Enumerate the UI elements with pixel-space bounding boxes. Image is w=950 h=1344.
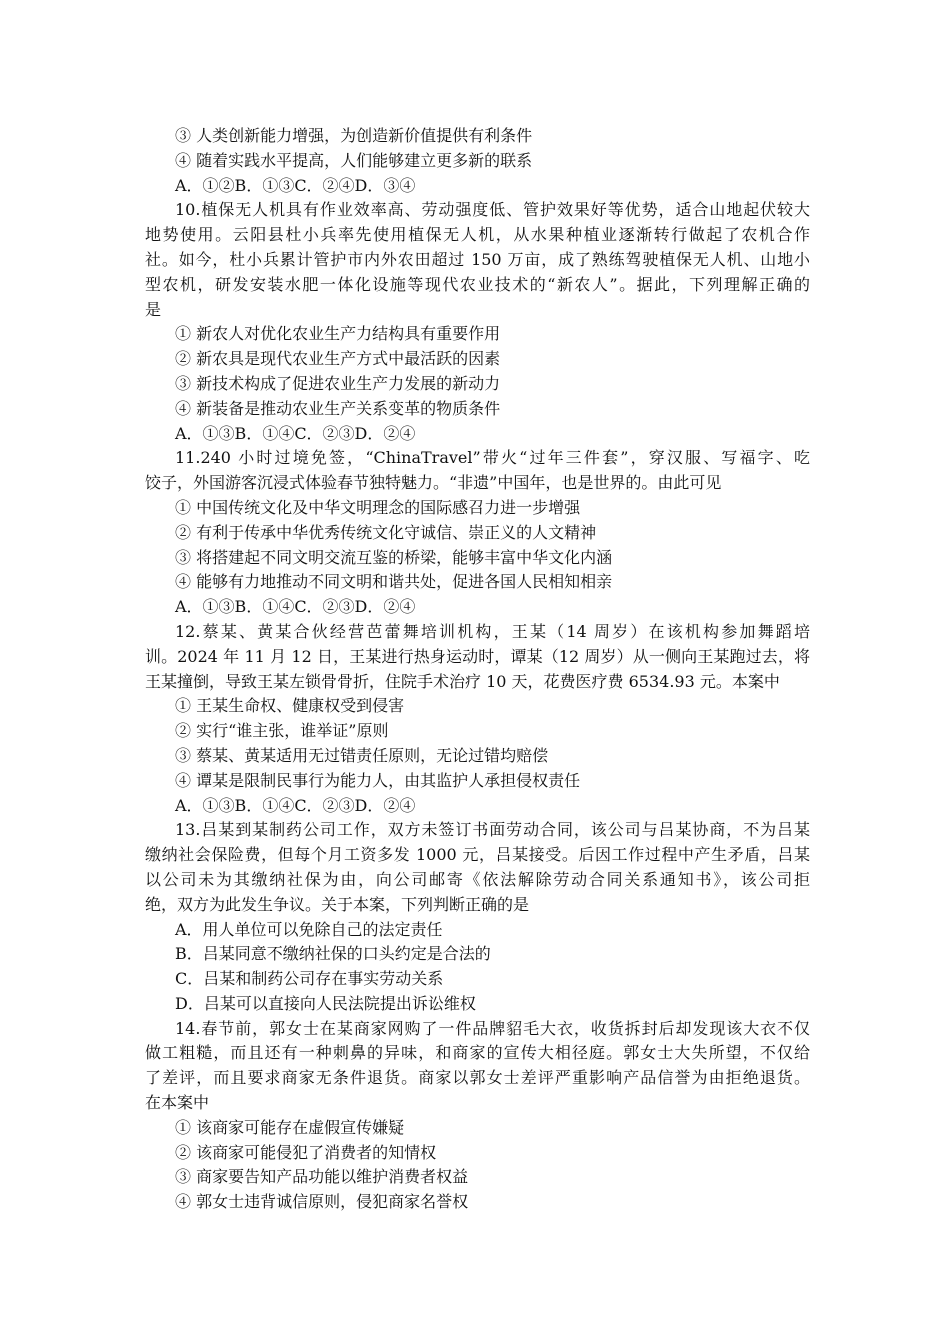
option-line: C．吕某和制药公司存在事实劳动关系 [175,969,444,989]
question-stem-line: 饺子，外国游客沉浸式体验春节独特魅力。“非遗”中国年，也是世界的。由此可见 [145,473,722,493]
question-stem-line: 12.蔡某、黄某合伙经营芭蕾舞培训机构，王某（14 周岁）在该机构参加舞蹈培 [175,621,810,641]
option-line: ① 中国传统文化及中华文明理念的国际感召力进一步增强 [175,497,581,517]
question-stem-line: 10.植保无人机具有作业效率高、劳动强度低、管护效果好等优势，适合山地起伏较大 [175,200,810,220]
option-line: ④ 能够有力地推动不同文明和谐共处，促进各国人民相知相亲 [175,572,613,592]
option-line: ③ 商家要告知产品功能以维护消费者权益 [175,1167,469,1187]
option-line: ③ 蔡某、黄某适用无过错责任原则，无论过错均赔偿 [175,745,549,765]
question-13 [145,818,810,1016]
option-line: ③ 将搭建起不同文明交流互鉴的桥梁，能够丰富中华文化内涵 [175,547,613,567]
question-stem-line: 训。2024 年 11 月 12 日，王某进行热身运动时，谭某（12 周岁）从一侧向王某跑过去，将 [145,646,810,666]
question-stem-line: 以公司未为其缴纳社保为由，向公司邮寄《依法解除劳动合同关系通知书》，该公司拒 [145,869,810,889]
option-line: ③ 新技术构成了促进农业生产力发展的新动力 [175,373,501,393]
option-line: ② 实行“谁主张，谁举证”原则 [175,721,389,741]
option-line: ② 该商家可能侵犯了消费者的知情权 [175,1142,437,1162]
option-line: ④ 郭女士违背诚信原则，侵犯商家名誉权 [175,1192,469,1212]
question-stem-line: 11.240 小时过境免签，“ChinaTravel”带火“过年三件套”，穿汉服、写福字、吃 [175,448,810,468]
option-line: ② 新农具是现代农业生产方式中最活跃的因素 [175,349,501,369]
answer-choices: A．①③B．①④C．②③D．②④ [175,597,416,617]
question-stem-line: 13.吕某到某制药公司工作，双方未签订书面劳动合同，该公司与吕某协商，不为吕某 [175,820,810,840]
option-line: A．用人单位可以免除自己的法定责任 [175,919,443,939]
question-12 [145,620,810,818]
question-stem-line: 是 [145,299,162,319]
question-stem-line: 绝，双方为此发生争议。关于本案，下列判断正确的是 [145,894,530,914]
question-10 [145,198,810,446]
option-line: ④ 随着实践水平提高，人们能够建立更多新的联系 [175,150,533,170]
question-stem-line: 缴纳社会保险费，但每个月工资多发 1000 元，吕某接受。后因工作过程中产生矛盾，吕某 [145,845,810,865]
option-line: D．吕某可以直接向人民法院提出诉讼维权 [175,993,476,1013]
question-stem-line: 王某撞倒，导致王某左锁骨骨折，住院手术治疗 10 天，花费医疗费 6534.93 元。本案中 [145,671,780,691]
question-stem-line: 14.春节前，郭女士在某商家网购了一件品牌貂毛大衣，收货拆封后却发现该大衣不仅 [175,1018,810,1038]
question-stem-line: 地势使用。云阳县杜小兵率先使用植保无人机，从水果种植业逐渐转行做起了农机合作 [145,225,810,245]
answer-choices: A．①③B．①④C．②③D．②④ [175,795,416,815]
option-line: ② 有利于传承中华优秀传统文化守诚信、崇正义的人文精神 [175,522,597,542]
option-line: ④ 新装备是推动农业生产关系变革的物质条件 [175,398,501,418]
question-14 [145,1017,810,1215]
option-line: ① 王某生命权、健康权受到侵害 [175,696,405,716]
question-11 [145,446,810,620]
option-line: ③ 人类创新能力增强，为创造新价值提供有利条件 [175,126,533,145]
question-stem-line: 社。如今，杜小兵累计管护市内外农田超过 150 万亩，成了熟练驾驶植保无人机、山地小 [145,249,810,269]
question-stem-line: 了差评，而且要求商家无条件退货。商家以郭女士差评严重影响产品信誉为由拒绝退货。 [145,1068,810,1088]
question-9-tail [145,124,810,198]
question-stem-line: 做工粗糙，而且还有一种刺鼻的异味，和商家的宣传大相径庭。郭女士大失所望，不仅给 [145,1043,810,1063]
answer-choices: A．①②B．①③C．②④D．③④ [175,175,416,195]
option-line: ④ 谭某是限制民事行为能力人，由其监护人承担侵权责任 [175,770,581,790]
option-line: ① 新农人对优化农业生产力结构具有重要作用 [175,324,501,344]
question-stem-line: 在本案中 [145,1093,210,1113]
exam-page [145,124,810,1215]
option-line: ① 该商家可能存在虚假宣传嫌疑 [175,1117,405,1137]
question-stem-line: 型农机，研发安装水肥一体化设施等现代农业技术的“新农人”。据此，下列理解正确的 [145,274,810,294]
option-line: B．吕某同意不缴纳社保的口头约定是合法的 [175,944,491,964]
answer-choices: A．①③B．①④C．②③D．②④ [175,423,416,443]
